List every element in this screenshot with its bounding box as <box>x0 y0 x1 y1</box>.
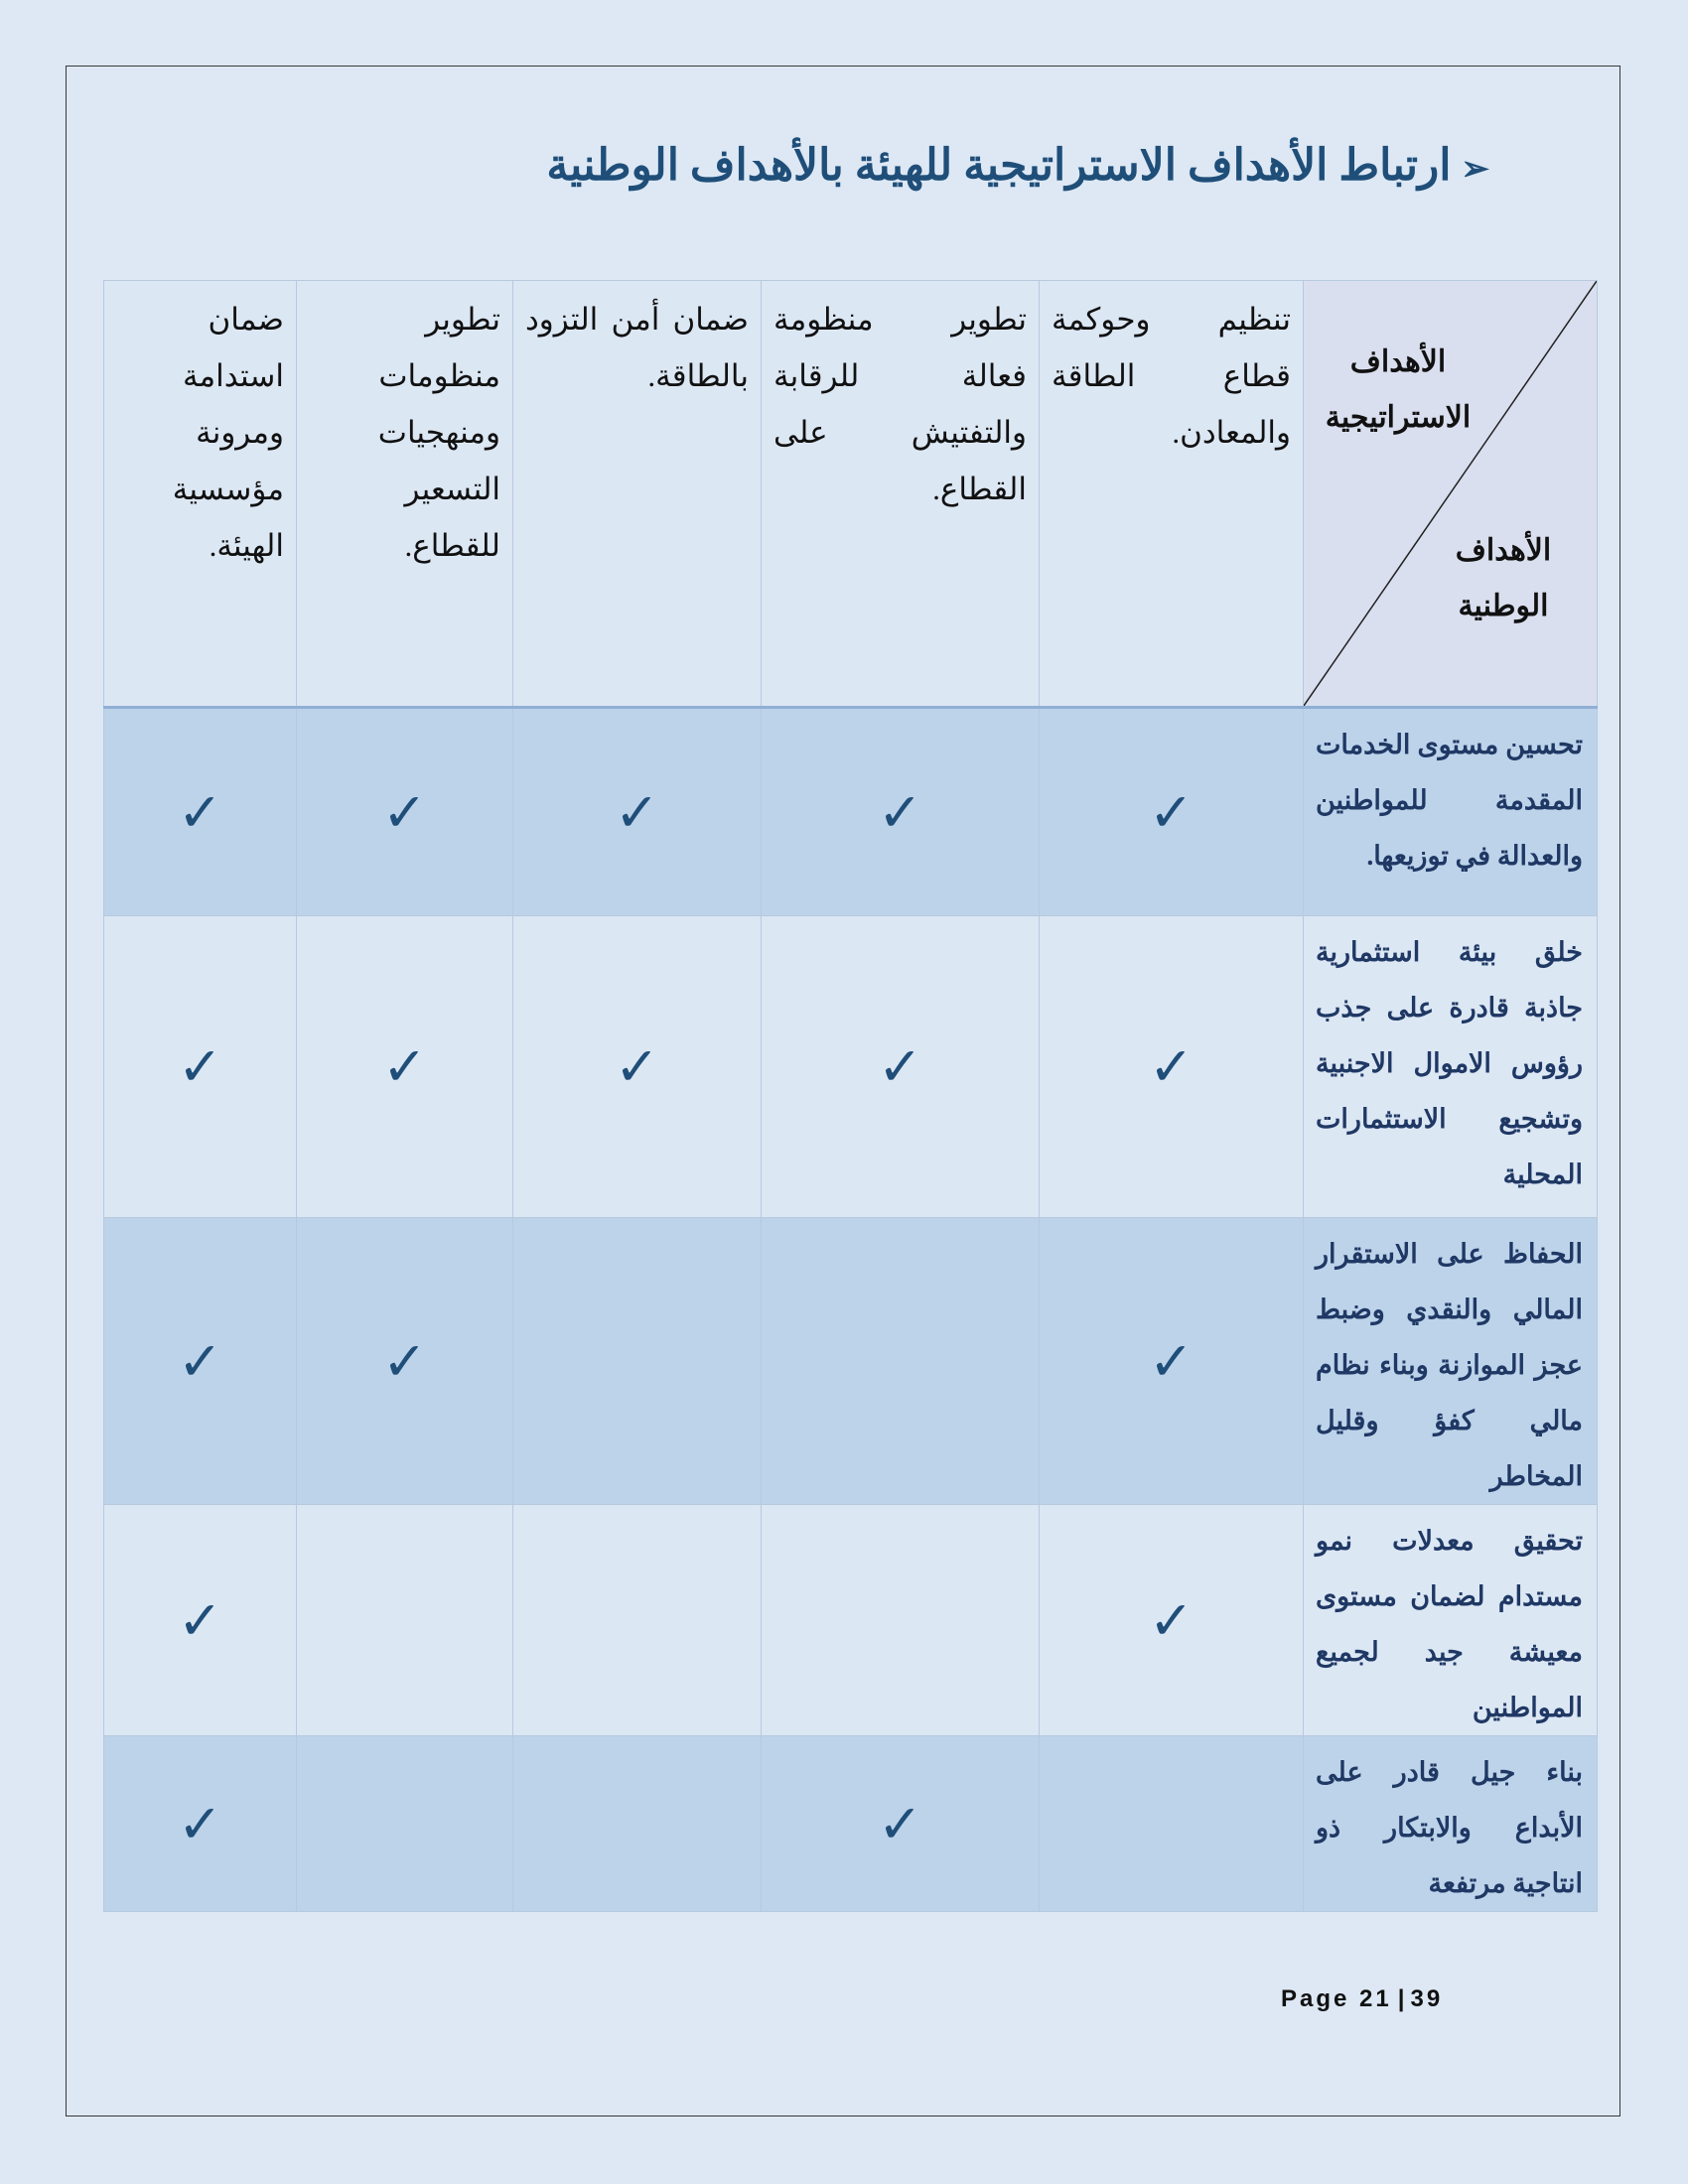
table-row <box>104 1505 1598 1736</box>
strategic-goal-header: ضمان أمن التزود بالطاقة. <box>513 281 762 708</box>
page-number <box>1281 1985 1559 2013</box>
check-mark-icon: ✓ <box>104 1736 297 1912</box>
check-mark-icon: ✓ <box>762 1736 1040 1912</box>
check-mark-icon: ✓ <box>1040 708 1304 916</box>
table-row <box>104 1218 1598 1505</box>
check-mark-icon: ✓ <box>1040 1218 1304 1505</box>
check-mark-icon: ✓ <box>762 916 1040 1218</box>
national-goals-label: الأهداف الوطنية <box>1455 534 1552 622</box>
empty-cell <box>297 1736 513 1912</box>
check-mark-icon: ✓ <box>297 708 513 916</box>
check-mark-icon: ✓ <box>1040 916 1304 1218</box>
page-word: Page <box>1281 1985 1350 2012</box>
table-row <box>104 708 1598 916</box>
national-goal-label: تحسين مستوى الخدمات المقدمة للمواطنين والعدالة في توزيعها. <box>1304 708 1598 916</box>
header-row <box>104 281 1598 708</box>
empty-cell <box>513 1505 762 1736</box>
current-page: 21 <box>1359 1985 1392 2012</box>
page-separator: | <box>1397 1985 1405 2012</box>
empty-cell <box>762 1218 1040 1505</box>
strategic-goal-header: تطوير منظومة فعالة للرقابة والتفتيش على القطاع. <box>762 281 1040 708</box>
check-mark-icon: ✓ <box>1040 1505 1304 1736</box>
total-pages: 39 <box>1410 1985 1444 2012</box>
goals-matrix-table <box>103 280 1598 1912</box>
check-mark-icon: ✓ <box>104 1218 297 1505</box>
check-mark-icon: ✓ <box>513 708 762 916</box>
arrow-bullet-icon: ➢ <box>1461 150 1489 188</box>
national-goal-label: بناء جيل قادر على الأبداع والابتكار ذو انتاجية مرتفعة <box>1304 1736 1598 1912</box>
strategic-goals-label: الأهداف الاستراتيجية <box>1325 345 1472 434</box>
check-mark-icon: ✓ <box>762 708 1040 916</box>
national-goal-label: خلق بيئة استثمارية جاذبة قادرة على جذب رؤوس الاموال الاجنبية وتشجيع الاستثمارات المحلية <box>1304 916 1598 1218</box>
empty-cell <box>297 1505 513 1736</box>
strategic-goal-header: تطوير منظومات ومنهجيات التسعير للقطاع. <box>297 281 513 708</box>
check-mark-icon: ✓ <box>513 916 762 1218</box>
empty-cell <box>1040 1736 1304 1912</box>
empty-cell <box>513 1736 762 1912</box>
empty-cell <box>513 1218 762 1505</box>
check-mark-icon: ✓ <box>297 1218 513 1505</box>
check-mark-icon: ✓ <box>104 1505 297 1736</box>
page-title-text: ارتباط الأهداف الاستراتيجية للهيئة بالأهداف الوطنية <box>546 141 1452 190</box>
strategic-goal-header: ضمان استدامة ومرونة مؤسسية الهيئة. <box>104 281 297 708</box>
table-row <box>104 916 1598 1218</box>
page-title <box>546 131 1489 201</box>
strategic-goal-header: تنظيم وحوكمة قطاع الطاقة والمعادن. <box>1040 281 1304 708</box>
check-mark-icon: ✓ <box>104 708 297 916</box>
check-mark-icon: ✓ <box>104 916 297 1218</box>
national-goal-label: تحقيق معدلات نمو مستدام لضمان مستوى معيشة جيد لجميع المواطنين <box>1304 1505 1598 1736</box>
empty-cell <box>762 1505 1040 1736</box>
check-mark-icon: ✓ <box>297 916 513 1218</box>
corner-header-cell <box>1304 281 1598 708</box>
national-goal-label: الحفاظ على الاستقرار المالي والنقدي وضبط عجز الموازنة وبناء نظام مالي كفؤ وقليل المخاطر <box>1304 1218 1598 1505</box>
table-row <box>104 1736 1598 1912</box>
